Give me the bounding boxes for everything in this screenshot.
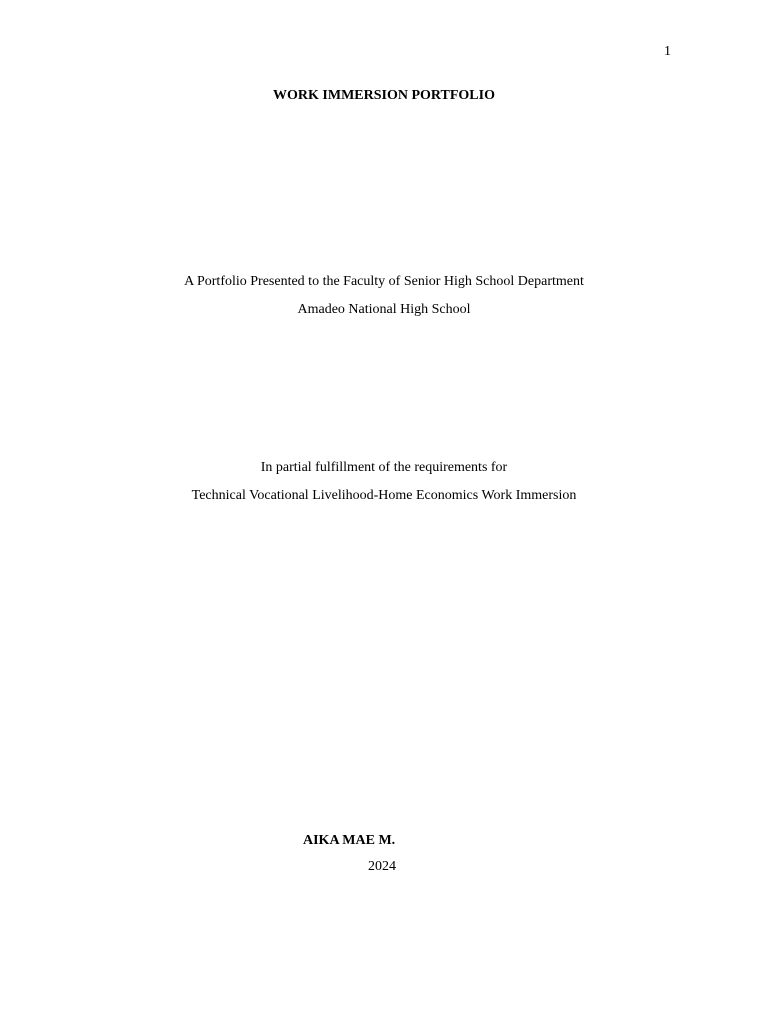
course-line: Technical Vocational Livelihood-Home Economics Work Immersion [191, 488, 577, 503]
author-name: AIKA MAE M. [303, 833, 396, 848]
document-year: 2024 [368, 859, 396, 874]
document-title: WORK IMMERSION PORTFOLIO [273, 88, 495, 103]
school-name: Amadeo National High School [297, 302, 471, 317]
page-number: 1 [664, 44, 671, 59]
presented-to-line: A Portfolio Presented to the Faculty of Senior High School Department [184, 274, 584, 289]
partial-fulfillment-line: In partial fulfillment of the requirements for [260, 460, 508, 475]
